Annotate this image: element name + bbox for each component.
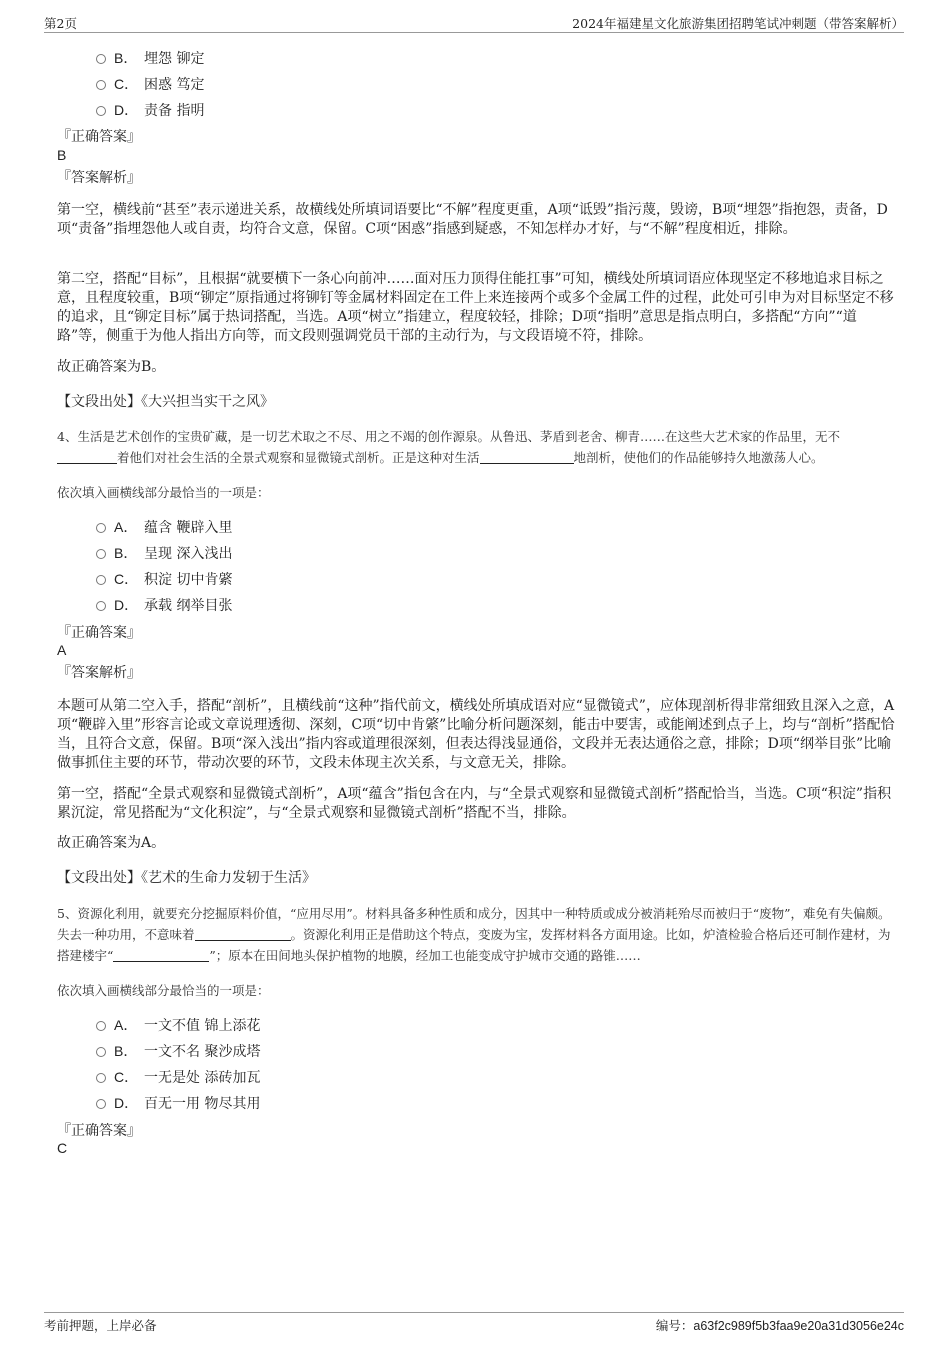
fill-blank [57, 449, 117, 464]
option-a[interactable]: A． 一文不值 锦上添花 [96, 1015, 260, 1035]
fill-blank [480, 449, 574, 464]
question-stem: 5、资源化利用，就要充分挖掘原料价值，“应用尽用”。材料具备多种性质和成分，因其中一种特质或成分被消耗殆尽而被归于“废物”，难免有失偏颇。失去一种功用，不意味着 。资源化利用正是借助这个特点，变废为宝，发挥材料各方面用途。比如，炉渣检验合格后还可制作建材，为搭建楼宇“ ”；原本在田间地头保护植物的地膜，经加工也能变成守护城市交通的路锥…… [57, 906, 891, 963]
footer-slogan: 考前押题，上岸必备 [44, 1318, 157, 1333]
radio-icon[interactable] [96, 80, 106, 90]
fill-blank [113, 947, 209, 962]
radio-icon[interactable] [96, 1047, 106, 1057]
source-citation: 【文段出处】《大兴担当实干之风》 [57, 394, 274, 410]
analysis-label: 『答案解析』 [57, 665, 141, 681]
analysis-paragraph: 第一空，搭配“全景式观察和显微镜式剖析”，A项“蕴含”指包含在内，与“全景式观察和显微镜式剖析”搭配恰当，当选。C项“积淀”指积累沉淀，常见搭配为“文化积淀”，与“全景式观察和显微镜式剖析”搭配不当，排除。 [57, 786, 892, 821]
fill-blank [195, 926, 291, 941]
correct-answer: B [57, 147, 67, 163]
option-a[interactable]: A． 蕴含 鞭辟入里 [96, 517, 232, 537]
correct-answer: A [57, 642, 67, 658]
option-c[interactable]: C． 积淀 切中肯綮 [96, 569, 232, 589]
option-d[interactable]: D． 百无一用 物尽其用 [96, 1093, 260, 1113]
question-stem: 4、生活是艺术创作的宝贵矿藏，是一切艺术取之不尽、用之不竭的创作源泉。从鲁迅、茅盾到老舍、柳青……在这些大艺术家的作品里，无不着他们对社会生活的全景式观察和显微镜式剖析。正是这种对生活 地剖析，使他们的作品能够持久地激荡人心。 [57, 429, 840, 465]
question-prompt: 依次填入画横线部分最恰当的一项是： [57, 485, 270, 500]
document-title: 2024年福建星文化旅游集团招聘笔试冲刺题（带答案解析） [572, 16, 904, 31]
option-b[interactable]: B． 一文不名 聚沙成塔 [96, 1041, 260, 1061]
option-c[interactable]: C． 困惑 笃定 [96, 74, 204, 94]
conclusion: 故正确答案为A。 [57, 835, 166, 851]
radio-icon[interactable] [96, 575, 106, 585]
option-d[interactable]: D． 承载 纲举目张 [96, 595, 232, 615]
analysis-paragraph: 第一空，横线前“甚至”表示递进关系，故横线处所填词语要比“不解”程度更重，A项“诋毁”指污蔑，毁谤，B项“埋怨”指抱怨，责备，D项“责备”指埋怨他人或自责，均符合文意，保留。C项“困惑”指感到疑惑，不知怎样办才好，与“不解”程度相近，排除。 [57, 202, 888, 237]
option-c[interactable]: C． 一无是处 添砖加瓦 [96, 1067, 260, 1087]
conclusion: 故正确答案为B。 [57, 359, 166, 375]
source-citation: 【文段出处】《艺术的生命力发轫于生活》 [57, 870, 316, 886]
radio-icon[interactable] [96, 1099, 106, 1109]
option-d[interactable]: D． 责备 指明 [96, 100, 204, 120]
radio-icon[interactable] [96, 549, 106, 559]
correct-answer-label: 『正确答案』 [57, 1123, 141, 1139]
radio-icon[interactable] [96, 1021, 106, 1031]
correct-answer: C [57, 1140, 68, 1156]
document-code: 编号：a63f2c989f5b3faa9e20a31d3056e24c [655, 1318, 904, 1333]
radio-icon[interactable] [96, 1073, 106, 1083]
radio-icon[interactable] [96, 54, 106, 64]
page-header [44, 14, 904, 33]
question-prompt: 依次填入画横线部分最恰当的一项是： [57, 983, 270, 998]
analysis-paragraph: 第二空，搭配“目标”，且根据“就要横下一条心向前冲……面对压力顶得住能扛事”可知，横线处所填词语应体现坚定不移地追求目标之意，且程度较重，B项“铆定”原指通过将铆钉等金属材料固定在工件上来连接两个或多个金属工件的过程，此处可引申为对目标坚定不移的追求，且“铆定目标”属于热词搭配，当选。A项“树立”指建立，程度较轻，排除；D项“指明”意思是指点明白，多搭配“方向”“道路”等，侧重于为他人指出方向等，而文段则强调党员干部的主动行为，与文段语境不符，排除。 [57, 271, 894, 344]
option-b[interactable]: B． 呈现 深入浅出 [96, 543, 232, 563]
analysis-paragraph: 本题可从第二空入手，搭配“剖析”，且横线前“这种”指代前文，横线处所填成语对应“显微镜式”，应体现剖析得非常细致且深入之意，A项“鞭辟入里”形容言论或文章说理透彻、深刻，C项“切中肯綮”比喻分析问题深刻，能击中要害，或能阐述到点子上，均与“剖析”搭配恰当，且符合文意，保留。B项“深入浅出”指内容或道理很深刻，但表达得浅显通俗，文段并无表达通俗之意，排除；D项“纲举目张”比喻做事抓住主要的环节，带动次要的环节，文段未体现主次关系，与文意无关，排除。 [57, 698, 895, 771]
radio-icon[interactable] [96, 601, 106, 611]
option-b[interactable]: B． 埋怨 铆定 [96, 48, 204, 68]
page-number: 第2页 [44, 16, 77, 31]
correct-answer-label: 『正确答案』 [57, 625, 141, 641]
radio-icon[interactable] [96, 523, 106, 533]
page-footer [44, 1312, 904, 1335]
analysis-label: 『答案解析』 [57, 170, 141, 186]
correct-answer-label: 『正确答案』 [57, 129, 141, 145]
radio-icon[interactable] [96, 106, 106, 116]
